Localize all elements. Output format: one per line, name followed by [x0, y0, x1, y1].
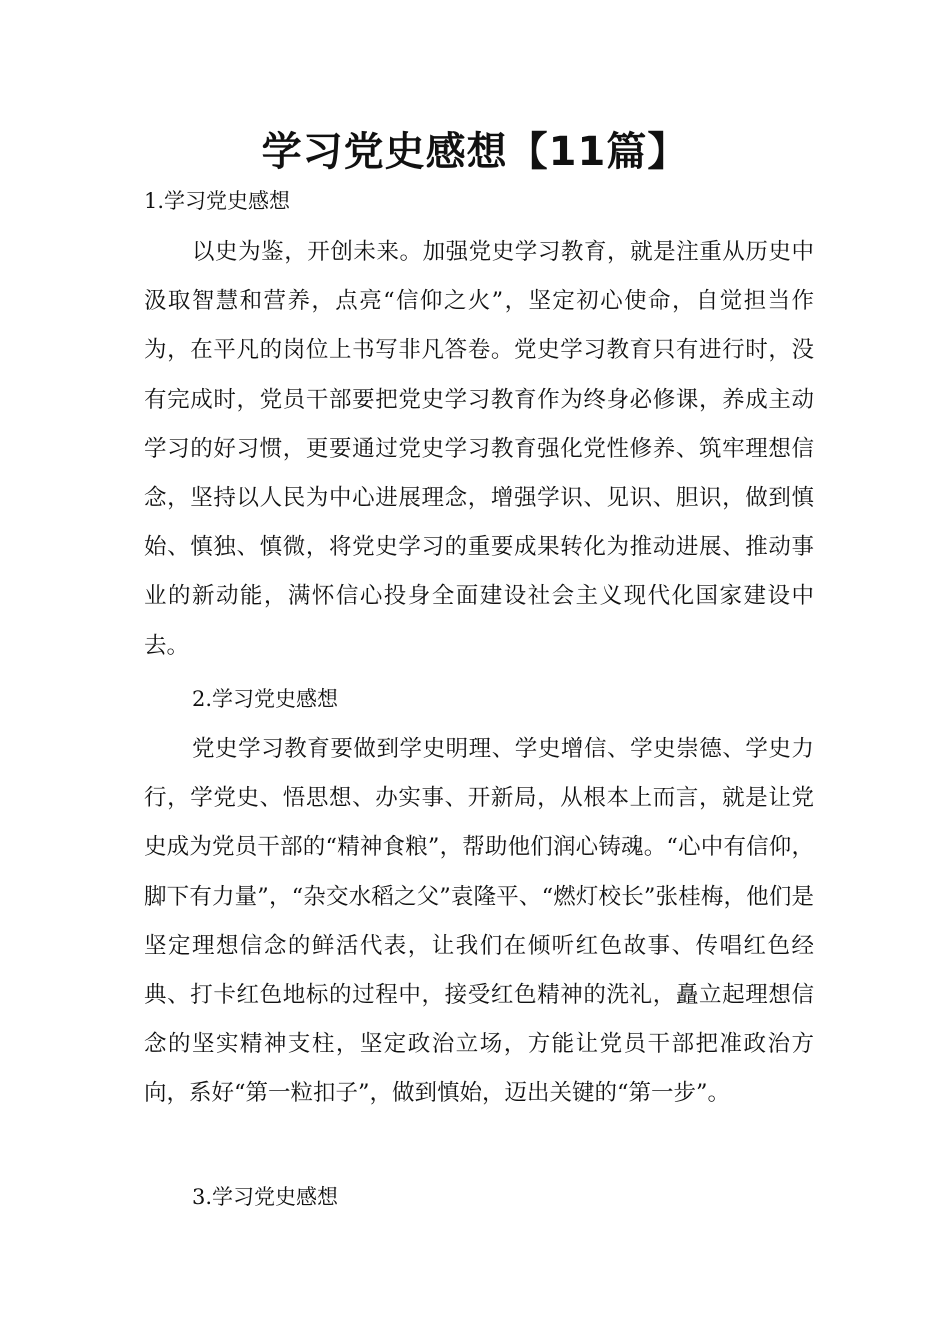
section-body-2: 党史学习教育要做到学史明理、学史增信、学史崇德、学史力行，学党史、悟思想、办实事、开新局，从根本上而言，就是让党史成为党员干部的“精神食粮”，帮助他们润心铸魂。“心中有信仰，脚下有力量”，“杂交水稻之父”袁隆平、“燃灯校长”张桂梅，他们是坚定理想信念的鲜活代表，让我们在倾听红色故事、传唱红色经典、打卡红色地标的过程中，接受红色精神的洗礼，矗立起理想信念的坚实精神支柱，坚定政治立场，方能让党员干部把准政治方向，系好“第一粒扣子”，做到慎始，迈出关键的“第一步”。	[144, 736, 814, 1107]
section-body-1: 以史为鉴，开创未来。加强党史学习教育，就是注重从历史中汲取智慧和营养，点亮“信仰之火”，坚定初心使命，自觉担当作为，在平凡的岗位上书写非凡答卷。党史学习教育只有进行时，没有完成时，党员干部要把党史学习教育作为终身必修课，养成主动学习的好习惯，更要通过党史学习教育强化党性修养、筑牢理想信念，坚持以人民为中心进展理念，增强学识、见识、胆识，做到慎始、慎独、慎微，将党史学习的重要成果转化为推动进展、推动事业的新动能，满怀信心投身全面建设社会主义现代化国家建设中去。	[144, 239, 814, 659]
section-heading-1: 1.学习党史感想	[144, 189, 291, 213]
document-title: 学习党史感想【11篇】	[261, 129, 689, 175]
section-heading-2: 2.学习党史感想	[192, 687, 339, 711]
section-heading-3: 3.学习党史感想	[192, 1185, 339, 1209]
